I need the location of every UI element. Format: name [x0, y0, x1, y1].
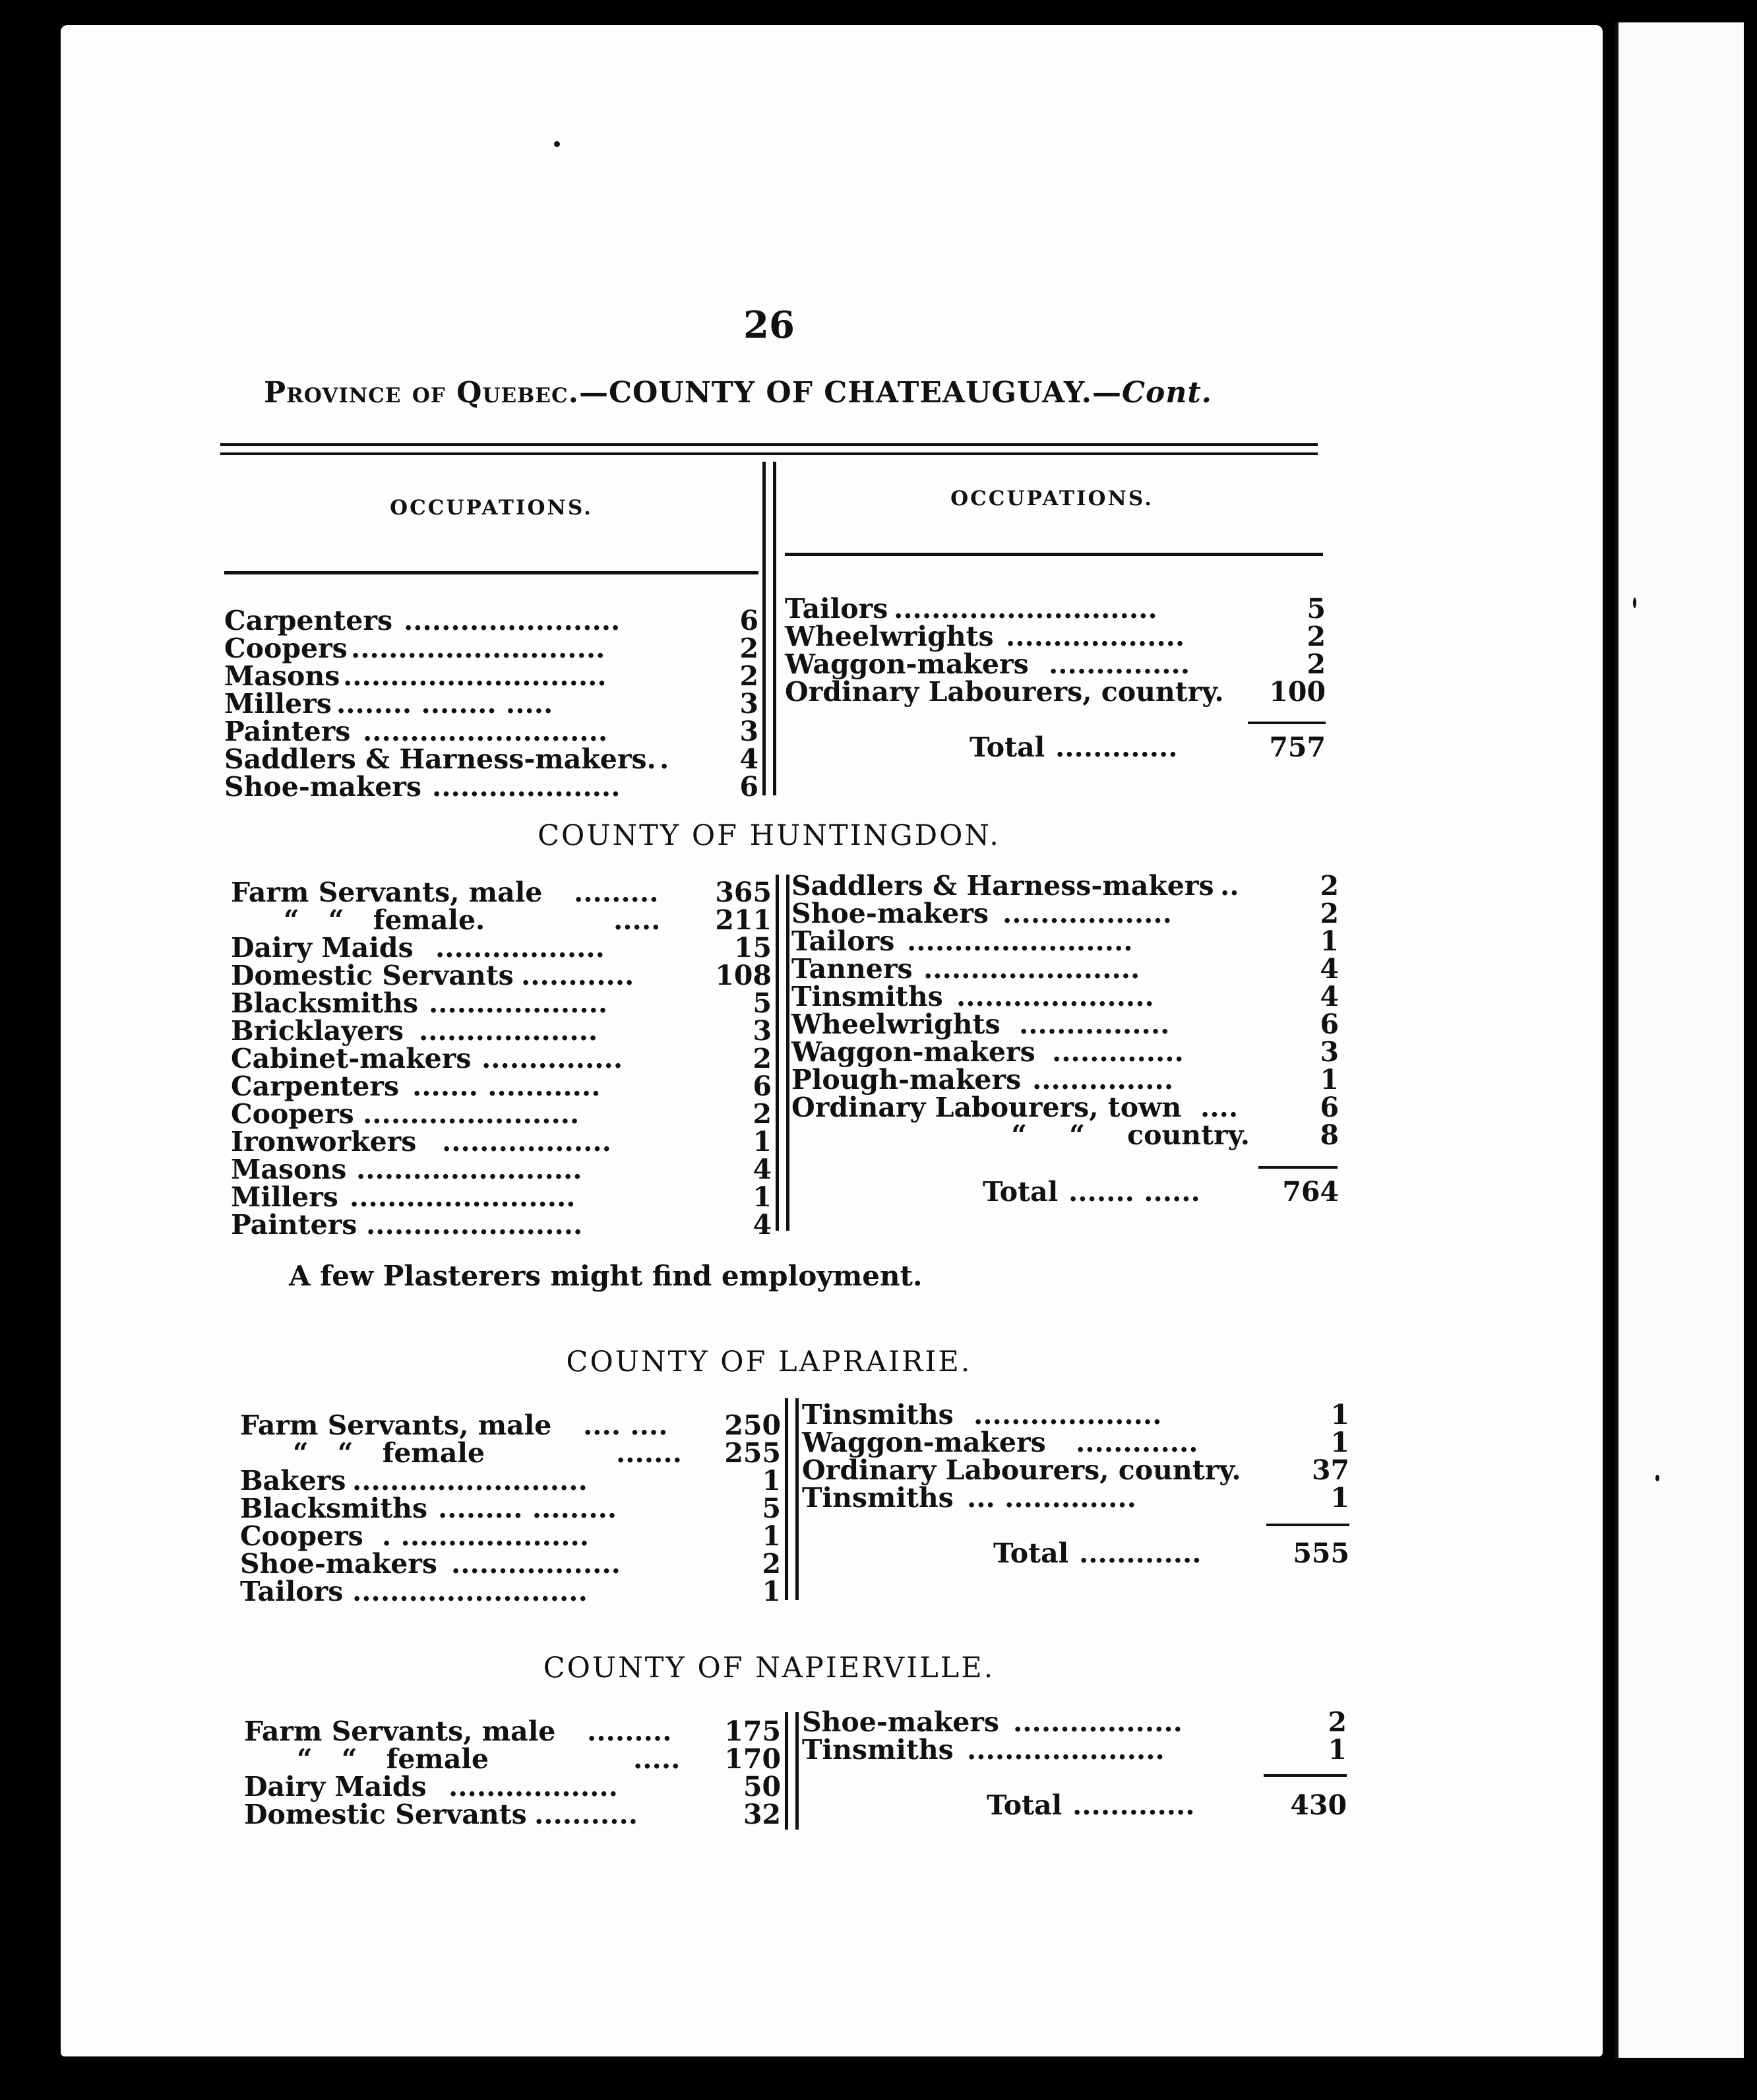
occupation-label: Shoe-makers — [791, 898, 989, 929]
occupation-label: Dairy Maids — [231, 932, 414, 964]
list-item — [224, 662, 758, 690]
leader-dots: .... .... — [583, 1411, 668, 1439]
leader-dots: ............. — [1072, 1791, 1195, 1819]
occupation-label: Domestic Servants — [244, 1799, 527, 1830]
occupation-label: Tailors — [791, 925, 895, 957]
napierville-total — [802, 1791, 1347, 1819]
header-double-rule-bottom — [220, 452, 1318, 455]
column-separator — [785, 1398, 788, 1600]
list-item — [791, 1121, 1339, 1149]
leader-dots: ..................... — [967, 1736, 1165, 1764]
occupation-label: Painters — [224, 716, 351, 747]
running-head-county: COUNTY OF CHATEAUGUAY. — [608, 376, 1092, 410]
column-separator — [786, 875, 789, 1231]
occupation-label: “ “ female — [293, 1437, 485, 1469]
leader-dots: .......................... — [363, 718, 608, 745]
total-rule — [1248, 722, 1326, 724]
occupation-label: Tinsmiths — [802, 1482, 954, 1514]
list-item — [231, 879, 772, 906]
leader-dots: ........................... — [351, 634, 605, 662]
occupation-count: 1 — [1330, 1482, 1349, 1514]
occupation-label: Waggon-makers — [785, 648, 1029, 680]
occupation-count: 365 — [715, 877, 772, 908]
occupation-label: Farm Servants, male — [244, 1715, 556, 1747]
list-item — [244, 1745, 781, 1773]
column-header-right: OCCUPATIONS. — [950, 487, 1154, 510]
occupation-count: 1 — [1330, 1399, 1349, 1431]
occupation-count: 1 — [762, 1520, 781, 1552]
occupation-count: 1 — [753, 1126, 772, 1158]
occupation-count: 5 — [753, 987, 772, 1019]
column-header-left: OCCUPATIONS. — [390, 496, 593, 520]
leader-dots: ............. — [1076, 1429, 1198, 1456]
occupation-count: 2 — [753, 1043, 772, 1074]
total-label: Total — [993, 1537, 1069, 1569]
list-item — [791, 1066, 1339, 1094]
leader-dots: .............. — [1052, 1038, 1184, 1066]
leader-dots: ..... — [613, 906, 661, 934]
list-item — [791, 1038, 1339, 1066]
list-item — [791, 927, 1339, 955]
chateauguay-right-list — [785, 595, 1326, 706]
occupation-label: Blacksmiths — [240, 1493, 428, 1524]
total-rule — [1258, 1166, 1338, 1169]
leader-dots: ..................... — [956, 983, 1154, 1010]
occupation-label: “ “ country. — [1011, 1119, 1250, 1151]
list-item — [785, 678, 1326, 706]
leader-dots: ... .............. — [967, 1484, 1136, 1512]
occupation-count: 6 — [1320, 1008, 1339, 1040]
leader-dots: ........... — [534, 1801, 638, 1828]
occupation-label: Saddlers & Harness-makers. — [224, 743, 656, 775]
occupation-count: 211 — [715, 904, 772, 936]
column-head-rule-right — [785, 553, 1323, 556]
ink-speck — [1655, 1475, 1659, 1481]
list-item — [240, 1522, 781, 1550]
list-item — [224, 745, 758, 773]
leader-dots: .... — [1200, 1094, 1239, 1121]
occupation-label: Carpenters — [231, 1070, 400, 1102]
column-separator — [785, 1712, 788, 1830]
running-head-cont: Cont. — [1121, 376, 1212, 410]
leader-dots: ........................ — [350, 1183, 576, 1211]
occupation-count: 4 — [1320, 953, 1339, 985]
list-item — [244, 1717, 781, 1745]
occupation-label: Coopers — [240, 1520, 363, 1552]
occupation-count: 1 — [753, 1181, 772, 1213]
occupation-label: Ironworkers — [231, 1126, 417, 1158]
laprairie-left-list — [240, 1411, 781, 1605]
occupation-label: Shoe-makers — [802, 1706, 999, 1738]
list-item — [244, 1801, 781, 1828]
laprairie-right-list — [802, 1401, 1349, 1512]
running-head-dash: — — [1092, 376, 1122, 410]
list-item — [231, 989, 772, 1017]
occupation-label: Blacksmiths — [231, 987, 419, 1019]
occupation-label: Waggon-makers — [802, 1427, 1046, 1458]
list-item — [224, 634, 758, 662]
occupation-count: 100 — [1269, 676, 1326, 708]
leader-dots: ............... — [1049, 650, 1190, 678]
list-item — [231, 1045, 772, 1072]
leader-dots: ............... — [481, 1045, 623, 1072]
occupation-label: Wheelwrights — [791, 1008, 1001, 1040]
leader-dots: ....... ...... — [1068, 1178, 1200, 1206]
list-item — [785, 623, 1326, 650]
total-label: Total — [970, 731, 1045, 763]
occupation-label: Coopers — [224, 633, 348, 664]
leader-dots: ................... — [419, 1017, 598, 1045]
occupation-label: Ordinary Labourers, country. — [802, 1454, 1241, 1486]
list-item — [224, 607, 758, 634]
leader-dots: ................... — [1006, 623, 1185, 650]
occupation-count: 1 — [1330, 1427, 1349, 1458]
list-item — [802, 1484, 1349, 1512]
total-value: 764 — [1282, 1176, 1339, 1208]
occupation-count: 250 — [724, 1409, 781, 1441]
leader-dots: ................... — [429, 989, 608, 1017]
list-item — [240, 1495, 781, 1522]
occupation-label: Shoe-makers — [224, 771, 421, 803]
occupation-label: Masons — [231, 1154, 347, 1185]
header-double-rule-top — [220, 443, 1318, 446]
list-item — [231, 962, 772, 989]
total-row — [802, 1539, 1349, 1567]
occupation-label: Tanners — [791, 953, 913, 985]
list-item — [785, 595, 1326, 623]
napierville-left-list — [244, 1717, 781, 1828]
occupation-label: Domestic Servants — [231, 960, 514, 991]
leader-dots: .................. — [435, 934, 605, 962]
list-item — [802, 1708, 1347, 1736]
leader-dots: ....................... — [363, 1100, 580, 1128]
occupation-label: Shoe-makers — [240, 1548, 437, 1580]
occupation-count: 170 — [724, 1743, 781, 1775]
list-item — [791, 872, 1339, 900]
leader-dots: ......... — [587, 1717, 672, 1745]
leader-dots: ........................ — [356, 1156, 582, 1183]
occupation-count: 15 — [733, 932, 772, 964]
occupation-count: 175 — [724, 1715, 781, 1747]
occupation-label: Plough-makers — [791, 1064, 1022, 1096]
ink-speck — [1633, 598, 1636, 608]
occupation-count: 2 — [1320, 870, 1339, 902]
list-item — [231, 1017, 772, 1045]
plasterers-note: A few Plasterers might find employment. — [289, 1260, 923, 1292]
occupation-label: Tinsmiths — [791, 981, 943, 1012]
occupation-count: 3 — [739, 688, 758, 720]
list-item — [791, 1010, 1339, 1038]
leader-dots: .................. — [1013, 1708, 1183, 1736]
leader-dots: .................. — [448, 1773, 618, 1801]
occupation-count: 2 — [1320, 898, 1339, 929]
list-item — [231, 1128, 772, 1156]
total-rule — [1264, 1774, 1347, 1777]
occupation-count: 4 — [1320, 981, 1339, 1012]
occupation-count: 32 — [743, 1799, 781, 1830]
total-row — [785, 733, 1326, 761]
list-item — [791, 955, 1339, 983]
leader-dots: .. — [1220, 872, 1239, 900]
list-item — [244, 1773, 781, 1801]
occupation-count: 6 — [1320, 1092, 1339, 1123]
occupation-count: 50 — [743, 1771, 781, 1803]
chateauguay-total — [785, 733, 1326, 761]
list-item — [231, 1183, 772, 1211]
occupation-label: Wheelwrights — [785, 621, 994, 652]
column-separator — [776, 875, 779, 1231]
section-title-napierville: COUNTY OF NAPIERVILLE. — [543, 1652, 995, 1684]
occupation-count: 255 — [724, 1437, 781, 1469]
occupation-label: Masons — [224, 660, 340, 692]
leader-dots: ......................... — [352, 1578, 588, 1605]
occupation-count: 3 — [753, 1015, 772, 1047]
occupation-count: 6 — [739, 605, 758, 636]
running-head-province: Province of Quebec. — [264, 376, 579, 410]
leader-dots: . — [660, 745, 669, 773]
list-item — [802, 1401, 1349, 1429]
leader-dots: .................. — [442, 1128, 611, 1156]
list-item — [240, 1578, 781, 1605]
list-item — [802, 1456, 1349, 1484]
leader-dots: ......... — [574, 879, 659, 906]
laprairie-total — [802, 1539, 1349, 1567]
list-item — [224, 773, 758, 801]
occupation-label: Farm Servants, male — [231, 877, 543, 908]
occupation-count: 4 — [753, 1154, 772, 1185]
occupation-count: 3 — [1320, 1036, 1339, 1068]
occupation-label: Saddlers & Harness-makers — [791, 870, 1214, 902]
napierville-right-list — [802, 1708, 1347, 1764]
huntingdon-total — [791, 1178, 1339, 1206]
list-item — [785, 650, 1326, 678]
leader-dots: ................ — [1019, 1010, 1170, 1038]
leader-dots: .................... — [432, 773, 621, 801]
leader-dots: ............... — [1032, 1066, 1174, 1094]
list-item — [224, 718, 758, 745]
leader-dots: ............ — [521, 962, 634, 989]
occupation-count: 1 — [1320, 925, 1339, 957]
occupation-count: 1 — [762, 1576, 781, 1607]
occupation-label: Bakers — [240, 1465, 346, 1497]
list-item — [231, 1072, 772, 1100]
occupation-count: 5 — [762, 1493, 781, 1524]
occupation-label: Coopers — [231, 1098, 354, 1130]
occupation-label: Painters — [231, 1209, 357, 1241]
chateauguay-left-list — [224, 607, 758, 801]
list-item — [802, 1429, 1349, 1456]
occupation-label: “ “ female. — [284, 904, 485, 936]
occupation-count: 1 — [1328, 1734, 1347, 1766]
occupation-count: 37 — [1311, 1454, 1349, 1486]
total-value: 555 — [1293, 1537, 1349, 1569]
leader-dots: ........................ — [907, 927, 1133, 955]
leader-dots: ......... ......... — [438, 1495, 617, 1522]
list-item — [240, 1439, 781, 1467]
list-item — [791, 1094, 1339, 1121]
occupation-count: 4 — [739, 743, 758, 775]
running-head — [264, 376, 1319, 410]
occupation-count: 2 — [1307, 621, 1326, 652]
occupation-count: 2 — [1307, 648, 1326, 680]
list-item — [802, 1736, 1347, 1764]
total-row — [802, 1791, 1347, 1819]
occupation-label: Ordinary Labourers, town — [791, 1092, 1182, 1123]
leader-dots: ....... ............ — [412, 1072, 601, 1100]
occupation-count: 2 — [1328, 1706, 1347, 1738]
column-separator — [795, 1712, 799, 1830]
leader-dots: ............................ — [894, 595, 1157, 623]
leader-dots: ..... — [633, 1745, 681, 1773]
total-value: 757 — [1269, 731, 1326, 763]
leader-dots: ............. — [1055, 733, 1178, 761]
list-item — [240, 1467, 781, 1495]
list-item — [240, 1411, 781, 1439]
occupation-label: Waggon-makers — [791, 1036, 1035, 1068]
list-item — [231, 934, 772, 962]
occupation-count: 3 — [739, 716, 758, 747]
list-item — [231, 906, 772, 934]
occupation-label: Ordinary Labourers, country. — [785, 676, 1224, 708]
occupation-label: Millers — [224, 688, 332, 720]
occupation-count: 2 — [739, 660, 758, 692]
occupation-count: 6 — [753, 1070, 772, 1102]
total-row — [791, 1178, 1339, 1206]
facing-page-edge — [1615, 22, 1744, 2058]
list-item — [240, 1550, 781, 1578]
list-item — [231, 1100, 772, 1128]
leader-dots: .................. — [451, 1550, 621, 1578]
leader-dots: ....... — [616, 1439, 682, 1467]
list-item — [791, 983, 1339, 1010]
column-separator — [773, 462, 776, 795]
leader-dots: ....................... — [366, 1211, 583, 1239]
leader-dots: ......................... — [352, 1467, 588, 1495]
occupation-count: 5 — [1307, 593, 1326, 625]
occupation-count: 2 — [762, 1548, 781, 1580]
huntingdon-right-list — [791, 872, 1339, 1149]
occupation-label: Tailors — [785, 593, 888, 625]
total-value: 430 — [1290, 1789, 1347, 1821]
section-title-laprairie: COUNTY OF LAPRAIRIE. — [566, 1345, 972, 1378]
list-item — [224, 690, 758, 718]
list-item — [231, 1211, 772, 1239]
list-item — [791, 900, 1339, 927]
running-head-dash: — — [578, 376, 609, 410]
leader-dots: ............................ — [343, 662, 607, 690]
ink-speck — [554, 141, 560, 147]
leader-dots: ....................... — [923, 955, 1140, 983]
column-head-rule-left — [224, 571, 758, 574]
occupation-label: Millers — [231, 1181, 338, 1213]
page-number: 26 — [743, 303, 795, 347]
huntingdon-left-list — [231, 879, 772, 1239]
total-label: Total — [987, 1789, 1063, 1821]
leader-dots: .................. — [1002, 900, 1172, 927]
occupation-label: Tinsmiths — [802, 1399, 954, 1431]
leader-dots: ........ ........ ..... — [336, 690, 553, 718]
occupation-count: 2 — [753, 1098, 772, 1130]
occupation-label: Tailors — [240, 1576, 344, 1607]
occupation-label: Cabinet-makers — [231, 1043, 472, 1074]
total-rule — [1266, 1524, 1349, 1526]
section-title-huntingdon: COUNTY OF HUNTINGDON. — [538, 819, 1001, 852]
leader-dots: ............. — [1079, 1539, 1202, 1567]
column-separator — [795, 1398, 799, 1600]
leader-dots: .................... — [973, 1401, 1162, 1429]
occupation-label: “ “ female — [297, 1743, 489, 1775]
occupation-label: Tinsmiths — [802, 1734, 954, 1766]
occupation-count: 1 — [762, 1465, 781, 1497]
occupation-label: Dairy Maids — [244, 1771, 427, 1803]
occupation-label: Farm Servants, male — [240, 1409, 552, 1441]
occupation-count: 4 — [753, 1209, 772, 1241]
occupation-count: 1 — [1320, 1064, 1339, 1096]
occupation-label: Carpenters — [224, 605, 393, 636]
occupation-count: 8 — [1320, 1119, 1339, 1151]
total-label: Total — [983, 1176, 1059, 1208]
leader-dots: ....................... — [404, 607, 621, 634]
occupation-label: Bricklayers — [231, 1015, 404, 1047]
occupation-count: 108 — [715, 960, 772, 991]
column-separator — [762, 462, 766, 795]
list-item — [231, 1156, 772, 1183]
occupation-count: 2 — [739, 633, 758, 664]
leader-dots: . .................... — [382, 1522, 590, 1550]
occupation-count: 6 — [739, 771, 758, 803]
